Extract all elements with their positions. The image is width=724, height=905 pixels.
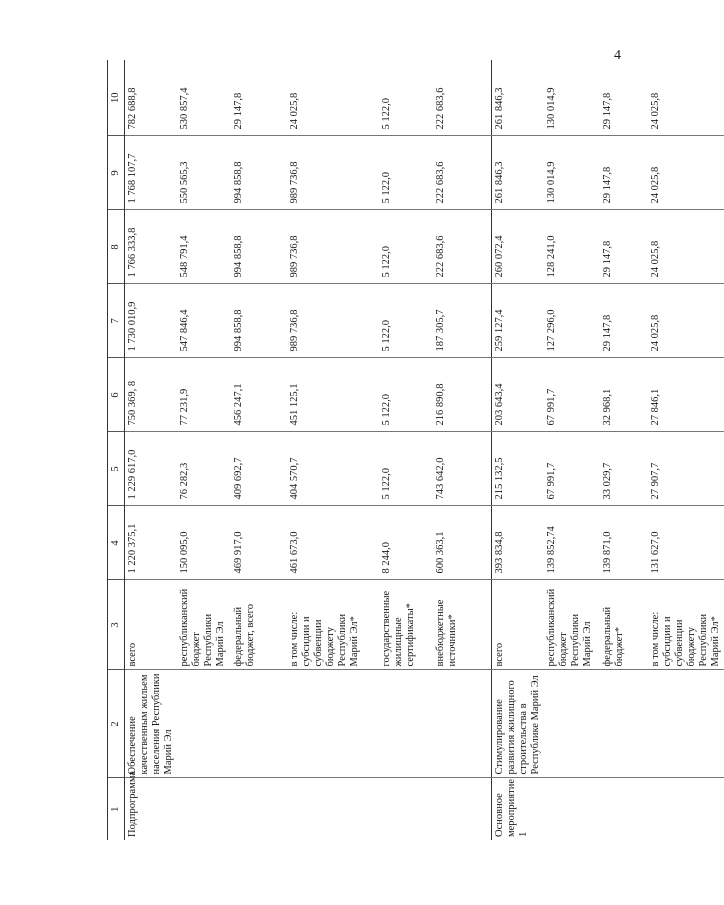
value-cell: 456 247,1	[231, 358, 287, 432]
row-section-cell	[433, 778, 491, 840]
value-cell: 33 029,7	[600, 432, 648, 506]
value-cell: 5 122,0	[379, 60, 433, 136]
table-row	[600, 60, 648, 840]
value-cell: 32 968,1	[600, 358, 648, 432]
row-title-cell	[544, 670, 600, 778]
value-cell: 743 642,0	[433, 432, 491, 506]
value-cell: 128 241,0	[544, 210, 600, 284]
value-cell: 130 014,9	[544, 136, 600, 210]
column-header-9: 9	[108, 136, 125, 210]
column-header-2: 2	[108, 670, 125, 778]
table-row	[231, 60, 287, 840]
value-cell: 8 244,0	[379, 506, 433, 580]
value-cell: 216 890,8	[433, 358, 491, 432]
row-source-cell: федеральный бюджет*	[600, 580, 648, 670]
value-cell: 77 231,9	[177, 358, 231, 432]
value-cell: 130 014,9	[544, 60, 600, 136]
budget-table	[107, 60, 724, 840]
row-section-cell	[231, 778, 287, 840]
column-header-5: 5	[108, 432, 125, 506]
value-cell: 404 570,7	[287, 432, 379, 506]
row-source-cell: всего	[125, 580, 178, 670]
value-cell: 530 857,4	[177, 60, 231, 136]
row-source-cell: республиканский бюджет Республики Марий Эл	[177, 580, 231, 670]
value-cell: 451 125,1	[287, 358, 379, 432]
row-title-cell: Обеспечение качественным жильем населения Республики Марий Эл	[125, 670, 178, 778]
value-cell: 989 736,8	[287, 284, 379, 358]
row-source-cell: федеральный бюджет, всего	[231, 580, 287, 670]
row-source-cell: государственные жилищные сертификаты*	[379, 580, 433, 670]
row-title-cell	[231, 670, 287, 778]
value-cell: 393 834,8	[491, 506, 544, 580]
column-header-6: 6	[108, 358, 125, 432]
row-section-cell	[600, 778, 648, 840]
value-cell: 1 229 617,0	[125, 432, 178, 506]
value-cell: 29 147,8	[231, 60, 287, 136]
value-cell: 461 673,0	[287, 506, 379, 580]
value-cell: 203 643,4	[491, 358, 544, 432]
value-cell: 600 363,1	[433, 506, 491, 580]
row-section-cell: Подпрограмма	[127, 770, 138, 837]
value-cell: 27 907,7	[648, 432, 724, 506]
value-cell: 994 858,8	[231, 284, 287, 358]
value-cell: 24 025,8	[287, 60, 379, 136]
column-header-7: 7	[108, 284, 125, 358]
value-cell: 259 127,4	[491, 284, 544, 358]
value-cell: 29 147,8	[600, 210, 648, 284]
value-cell: 1 766 333,8	[125, 210, 178, 284]
row-title-cell	[287, 670, 379, 778]
table-row	[379, 60, 433, 840]
row-source-cell: в том числе: субсидии и субвенции бюджету Республики Марий Эл*	[648, 580, 724, 670]
value-cell: 469 917,0	[231, 506, 287, 580]
value-cell: 222 683,6	[433, 136, 491, 210]
row-section-cell	[648, 778, 724, 840]
value-cell: 548 791,4	[177, 210, 231, 284]
value-cell: 67 991,7	[544, 432, 600, 506]
value-cell: 215 132,5	[491, 432, 544, 506]
value-cell: 131 627,0	[648, 506, 724, 580]
value-cell: 261 846,3	[491, 60, 544, 136]
row-section-cell	[287, 778, 379, 840]
value-cell: 150 095,0	[177, 506, 231, 580]
table-row	[544, 60, 600, 840]
column-header-8: 8	[108, 210, 125, 284]
value-cell: 260 072,4	[491, 210, 544, 284]
row-section-cell	[544, 778, 600, 840]
value-cell: 24 025,8	[648, 136, 724, 210]
value-cell: 222 683,6	[433, 210, 491, 284]
row-title-cell	[433, 670, 491, 778]
value-cell: 782 688,8	[125, 60, 178, 136]
row-title-cell: Стимулирование развития жилищного строительства в Республике Марий Эл	[491, 670, 544, 778]
value-cell: 5 122,0	[379, 284, 433, 358]
value-cell: 24 025,8	[648, 284, 724, 358]
value-cell: 409 692,7	[231, 432, 287, 506]
value-cell: 1 730 010,9	[125, 284, 178, 358]
value-cell: 261 846,3	[491, 136, 544, 210]
value-cell: 67 991,7	[544, 358, 600, 432]
row-section-cell	[379, 778, 433, 840]
row-source-cell: республиканский бюджет Республики Марий Эл	[544, 580, 600, 670]
row-title-cell	[600, 670, 648, 778]
row-section-cell	[177, 778, 231, 840]
value-cell: 27 846,1	[648, 358, 724, 432]
value-cell: 127 296,0	[544, 284, 600, 358]
row-section-cell: Основное мероприятие 1	[491, 778, 544, 840]
value-cell: 5 122,0	[379, 136, 433, 210]
rotated-table-container	[107, 60, 721, 840]
row-title-cell	[379, 670, 433, 778]
page-number: 4	[614, 48, 621, 63]
header-row	[108, 60, 125, 840]
value-cell: 5 122,0	[379, 432, 433, 506]
value-cell: 989 736,8	[287, 136, 379, 210]
value-cell: 24 025,8	[648, 210, 724, 284]
value-cell: 1 220 375,1	[125, 506, 178, 580]
table-row	[177, 60, 231, 840]
value-cell: 29 147,8	[600, 284, 648, 358]
row-source-cell: внебюджетные источники*	[433, 580, 491, 670]
value-cell: 76 282,3	[177, 432, 231, 506]
column-header-3: 3	[108, 580, 125, 670]
value-cell: 994 858,8	[231, 136, 287, 210]
column-header-4: 4	[108, 506, 125, 580]
value-cell: 1 768 107,7	[125, 136, 178, 210]
column-header-10: 10	[108, 60, 125, 136]
value-cell: 547 846,4	[177, 284, 231, 358]
value-cell: 994 858,8	[231, 210, 287, 284]
value-cell: 550 565,3	[177, 136, 231, 210]
table-row	[433, 60, 491, 840]
table-row	[491, 60, 544, 840]
value-cell: 24 025,8	[648, 60, 724, 136]
column-header-1: 1	[108, 778, 125, 840]
value-cell: 222 683,6	[433, 60, 491, 136]
table-body	[125, 60, 724, 840]
value-cell: 5 122,0	[379, 358, 433, 432]
value-cell: 29 147,8	[600, 136, 648, 210]
row-title-cell	[648, 670, 724, 778]
value-cell: 750 369, 8	[125, 358, 178, 432]
row-title-cell	[177, 670, 231, 778]
value-cell: 187 305,7	[433, 284, 491, 358]
value-cell: 139 852,74	[544, 506, 600, 580]
value-cell: 5 122,0	[379, 210, 433, 284]
table-row	[125, 60, 178, 840]
value-cell: 139 871,0	[600, 506, 648, 580]
row-source-cell: в том числе: субсидии и субвенции бюджету Республики Марий Эл*	[287, 580, 379, 670]
value-cell: 989 736,8	[287, 210, 379, 284]
value-cell: 29 147,8	[600, 60, 648, 136]
table-row	[287, 60, 379, 840]
row-source-cell: всего	[491, 580, 544, 670]
table-row	[648, 60, 724, 840]
